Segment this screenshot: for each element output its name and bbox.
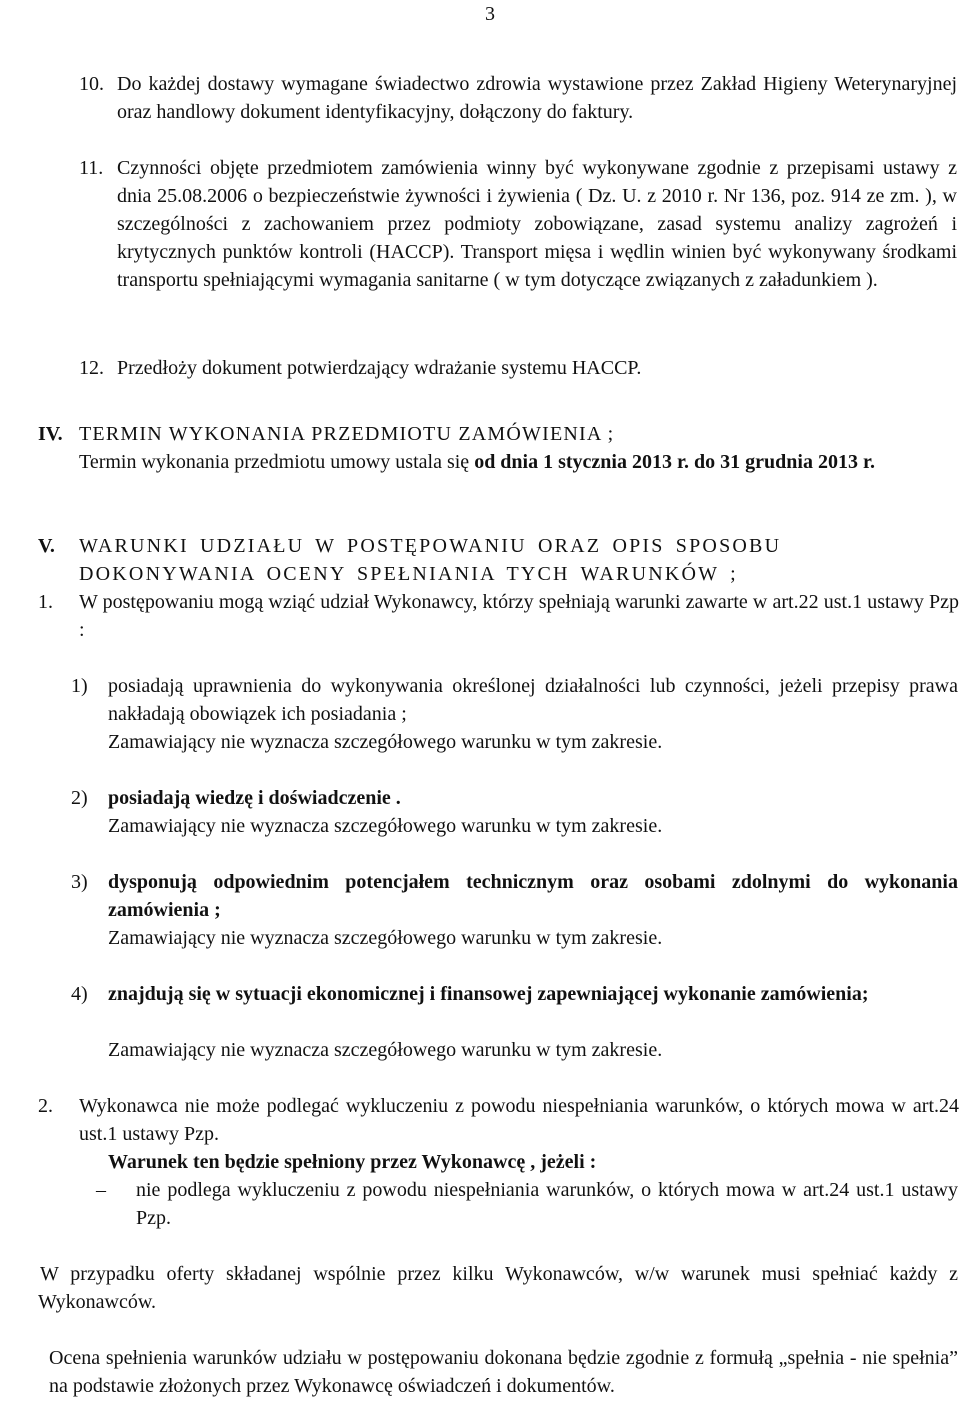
point-2-dash-text: nie podlega wykluczeniu z powodu niespełniania warunków, o których mowa w art.24 ust.1 ustawy Pzp. [136,1179,958,1229]
sub-1-text: posiadają uprawnienia do wykonywania określonej działalności lub czynności, jeżeli przepisy prawa nakładają obowiązek ich posiadania ; [108,675,958,725]
item-12-number: 12. [79,357,104,379]
section-4-heading: TERMIN WYKONANIA PRZEDMIOTU ZAMÓWIENIA ; [79,423,615,445]
item-10-text: Do każdej dostawy wymagane świadectwo zdrowia wystawione przez Zakład Higieny Weterynaryjnej oraz handlowy dokument identyfikacyjny, dołączony do faktury. [117,73,957,123]
item-11-number: 11. [79,157,104,179]
item-10-number: 10. [79,73,104,95]
section-4-dates: od dnia 1 stycznia 2013 r. do 31 grudnia 2013 r. [474,451,875,473]
section-4-text-plain: Termin wykonania przedmiotu umowy ustala się [79,451,475,473]
sub-3-note: Zamawiający nie wyznacza szczegółowego warunku w tym zakresie. [108,927,663,949]
sub-4-text: znajdują się w sytuacji ekonomicznej i finansowej zapewniającej wykonanie zamówienia; [108,983,869,1005]
point-2-text: Wykonawca nie może podlegać wykluczeniu z powodu niespełniania warunków, o których mowa w art.24 ust.1 ustawy Pzp. [79,1095,959,1145]
point-2-number: 2. [38,1095,53,1117]
section-5-heading-line2: DOKONYWANIA OCENY SPEŁNIANIA TYCH WARUNKÓW ; [79,563,738,585]
section-4-number: IV. [38,423,63,445]
sub-4-note: Zamawiający nie wyznacza szczegółowego warunku w tym zakresie. [108,1039,663,1061]
sub-3-text: dysponują odpowiednim potencjałem technicznym oraz osobami zdolnymi do wykonania zamówienia ; [108,871,958,921]
point-1-text: W postępowaniu mogą wziąć udział Wykonawcy, którzy spełniają warunki zawarte w art.22 ust.1 ustawy Pzp : [79,591,959,641]
section-4-text [79,448,959,476]
sub-2-number: 2) [71,787,88,809]
sub-2-text: posiadają wiedzę i doświadczenie . [108,787,401,809]
sub-2-note: Zamawiający nie wyznacza szczegółowego warunku w tym zakresie. [108,815,663,837]
dash-bullet: – [96,1179,106,1201]
section-5-heading-line1: WARUNKI UDZIAŁU W POSTĘPOWANIU ORAZ OPIS SPOSOBU [79,535,782,557]
sub-1-note: Zamawiający nie wyznacza szczegółowego warunku w tym zakresie. [108,731,663,753]
item-12-text: Przedłoży dokument potwierdzający wdrażanie systemu HACCP. [117,357,642,379]
point-1-number: 1. [38,591,53,613]
sub-4-number: 4) [71,983,88,1005]
page-number: 3 [485,3,495,25]
point-2-condition: Warunek ten będzie spełniony przez Wykonawcę , jeżeli : [108,1151,597,1173]
item-11-text: Czynności objęte przedmiotem zamówienia winny być wykonywane zgodnie z przepisami ustawy z dnia 25.08.2006 o bezpieczeństwie żywności i żywienia ( Dz. U. z 2010 r. Nr 136, poz. 914 ze zm. ), w szczególności z zachowaniem przez podmioty zobowiązane, zasad systemu analizy zagrożeń i krytycznych punktów kontroli (HACCP). Transport mięsa i wędlin winien być wykonywany środkami transportu spełniającymi wymagania sanitarne ( w tym dotyczące związanych z załadunkiem ). [117,157,957,291]
sub-3-number: 3) [71,871,88,893]
sub-1-number: 1) [71,675,88,697]
assessment-paragraph: Ocena spełnienia warunków udziału w postępowaniu dokonana będzie zgodnie z formułą „spełnia - nie spełnia” na podstawie złożonych przez Wykonawcę oświadczeń i dokumentów. [49,1347,958,1397]
section-5-number: V. [38,535,55,557]
joint-offer-paragraph: W przypadku oferty składanej wspólnie przez kilku Wykonawców, w/w warunek musi spełniać każdy z Wykonawców. [38,1263,958,1313]
